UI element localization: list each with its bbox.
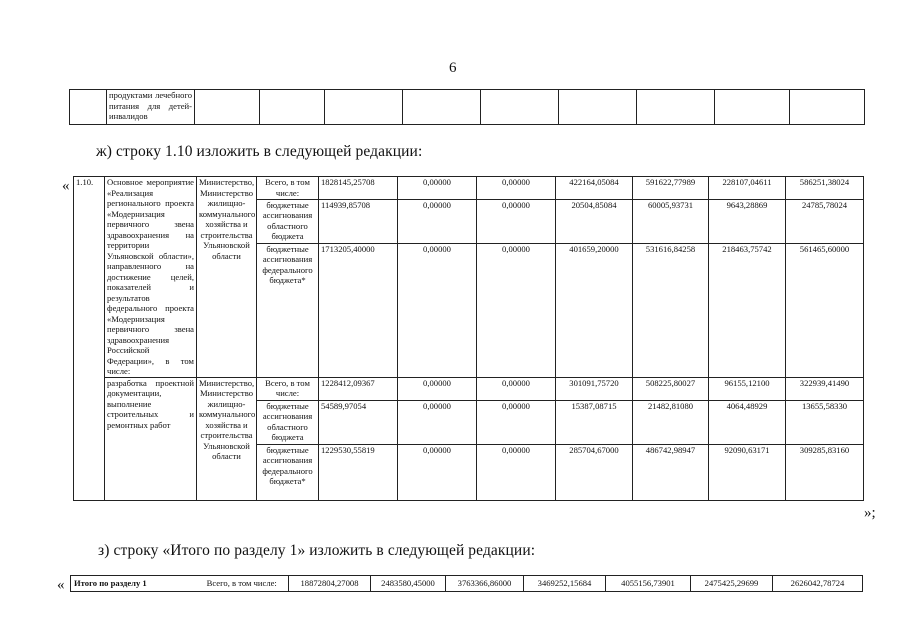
- value-cell: 2475425,29699: [691, 576, 773, 592]
- value-cell: 3469252,15684: [524, 576, 606, 592]
- source-cell: бюджетные ассигнования федерального бюджета*: [257, 444, 319, 500]
- value-cell: 301091,75720: [556, 377, 633, 400]
- value-cell: 0,00000: [477, 243, 556, 377]
- value-cell: 422164,05084: [556, 177, 633, 200]
- value-cell: 13655,58330: [786, 400, 864, 444]
- value-cell: 1828145,25708: [319, 177, 398, 200]
- table-cell: [70, 90, 107, 125]
- total-label: Итого по разделу 1: [71, 576, 196, 592]
- value-cell: 4064,48929: [709, 400, 786, 444]
- value-cell: 591622,77989: [633, 177, 709, 200]
- value-cell: 508225,80027: [633, 377, 709, 400]
- value-cell: 60005,93731: [633, 199, 709, 243]
- value-cell: 285704,67000: [556, 444, 633, 500]
- main-table: [73, 176, 864, 501]
- value-cell: 9643,28869: [709, 199, 786, 243]
- table-cell: [195, 90, 260, 125]
- measure-name: Основное мероприятие «Реализация регионального проекта «Модернизация первичного звена здравоохранения на территории Ульяновской области», направленного на достижение целей, показателей и результатов федерального проекта «Модернизация первичного звена здравоохранения Российской Федерации», в том числе:: [105, 177, 197, 378]
- page-number: 6: [449, 60, 457, 76]
- table-cell-measure: продуктами лечебного питания для детей-инвалидов: [107, 90, 195, 125]
- value-cell: 486742,98947: [633, 444, 709, 500]
- value-cell: 0,00000: [398, 444, 477, 500]
- previous-table-fragment: [69, 89, 865, 125]
- table-row: [74, 377, 864, 400]
- value-cell: 21482,81080: [633, 400, 709, 444]
- value-cell: 218463,75742: [709, 243, 786, 377]
- value-cell: 322939,41490: [786, 377, 864, 400]
- value-cell: 1713205,40000: [319, 243, 398, 377]
- value-cell: 15387,08715: [556, 400, 633, 444]
- table-cell: [637, 90, 715, 125]
- table-cell: [325, 90, 403, 125]
- table-cell: [260, 90, 325, 125]
- table-row: [74, 177, 864, 200]
- open-quote: «: [62, 178, 70, 194]
- measure-name: разработка проектной документации, выполнение строительных и ремонтных работ: [105, 377, 197, 500]
- value-cell: 228107,04611: [709, 177, 786, 200]
- table-row: [71, 576, 863, 592]
- table-cell: [715, 90, 790, 125]
- source-cell: Всего, в том числе:: [257, 177, 319, 200]
- source-cell: бюджетные ассигнования областного бюджета: [257, 199, 319, 243]
- value-cell: 2483580,45000: [371, 576, 446, 592]
- section-heading-zh: ж) строку 1.10 изложить в следующей редакции:: [96, 143, 423, 160]
- value-cell: 92090,63171: [709, 444, 786, 500]
- value-cell: 24785,78024: [786, 199, 864, 243]
- value-cell: 561465,60000: [786, 243, 864, 377]
- value-cell: 586251,38024: [786, 177, 864, 200]
- section-heading-z: з) строку «Итого по разделу 1» изложить в следующей редакции:: [98, 542, 536, 559]
- close-quote: »;: [864, 505, 876, 521]
- value-cell: 0,00000: [477, 400, 556, 444]
- value-cell: 0,00000: [477, 177, 556, 200]
- value-cell: 1228412,09367: [319, 377, 398, 400]
- value-cell: 0,00000: [477, 199, 556, 243]
- source-cell: Всего, в том числе:: [257, 377, 319, 400]
- value-cell: 401659,20000: [556, 243, 633, 377]
- total-table: [70, 575, 863, 592]
- executor: Министерство, Министерство жилищно-коммунального хозяйства и строительства Ульяновской области: [197, 377, 257, 500]
- value-cell: 1229530,55819: [319, 444, 398, 500]
- value-cell: 0,00000: [398, 400, 477, 444]
- table-cell: [403, 90, 481, 125]
- value-cell: 3763366,86000: [446, 576, 524, 592]
- source-cell: бюджетные ассигнования федерального бюджета*: [257, 243, 319, 377]
- executor: Министерство, Министерство жилищно-коммунального хозяйства и строительства Ульяновской области: [197, 177, 257, 378]
- value-cell: 531616,84258: [633, 243, 709, 377]
- value-cell: 114939,85708: [319, 199, 398, 243]
- source-cell: Всего, в том числе:: [196, 576, 289, 592]
- value-cell: 20504,85084: [556, 199, 633, 243]
- value-cell: 2626042,78724: [773, 576, 863, 592]
- value-cell: 0,00000: [398, 177, 477, 200]
- value-cell: 4055156,73901: [606, 576, 691, 592]
- value-cell: 18872804,27008: [289, 576, 371, 592]
- table-cell: [481, 90, 559, 125]
- value-cell: 309285,83160: [786, 444, 864, 500]
- value-cell: 0,00000: [398, 243, 477, 377]
- value-cell: 0,00000: [477, 444, 556, 500]
- row-number: 1.10.: [74, 177, 105, 501]
- value-cell: 0,00000: [398, 199, 477, 243]
- open-quote: «: [57, 577, 65, 593]
- table-cell: [790, 90, 865, 125]
- table-cell: [559, 90, 637, 125]
- value-cell: 54589,97054: [319, 400, 398, 444]
- source-cell: бюджетные ассигнования областного бюджета: [257, 400, 319, 444]
- value-cell: 96155,12100: [709, 377, 786, 400]
- value-cell: 0,00000: [477, 377, 556, 400]
- value-cell: 0,00000: [398, 377, 477, 400]
